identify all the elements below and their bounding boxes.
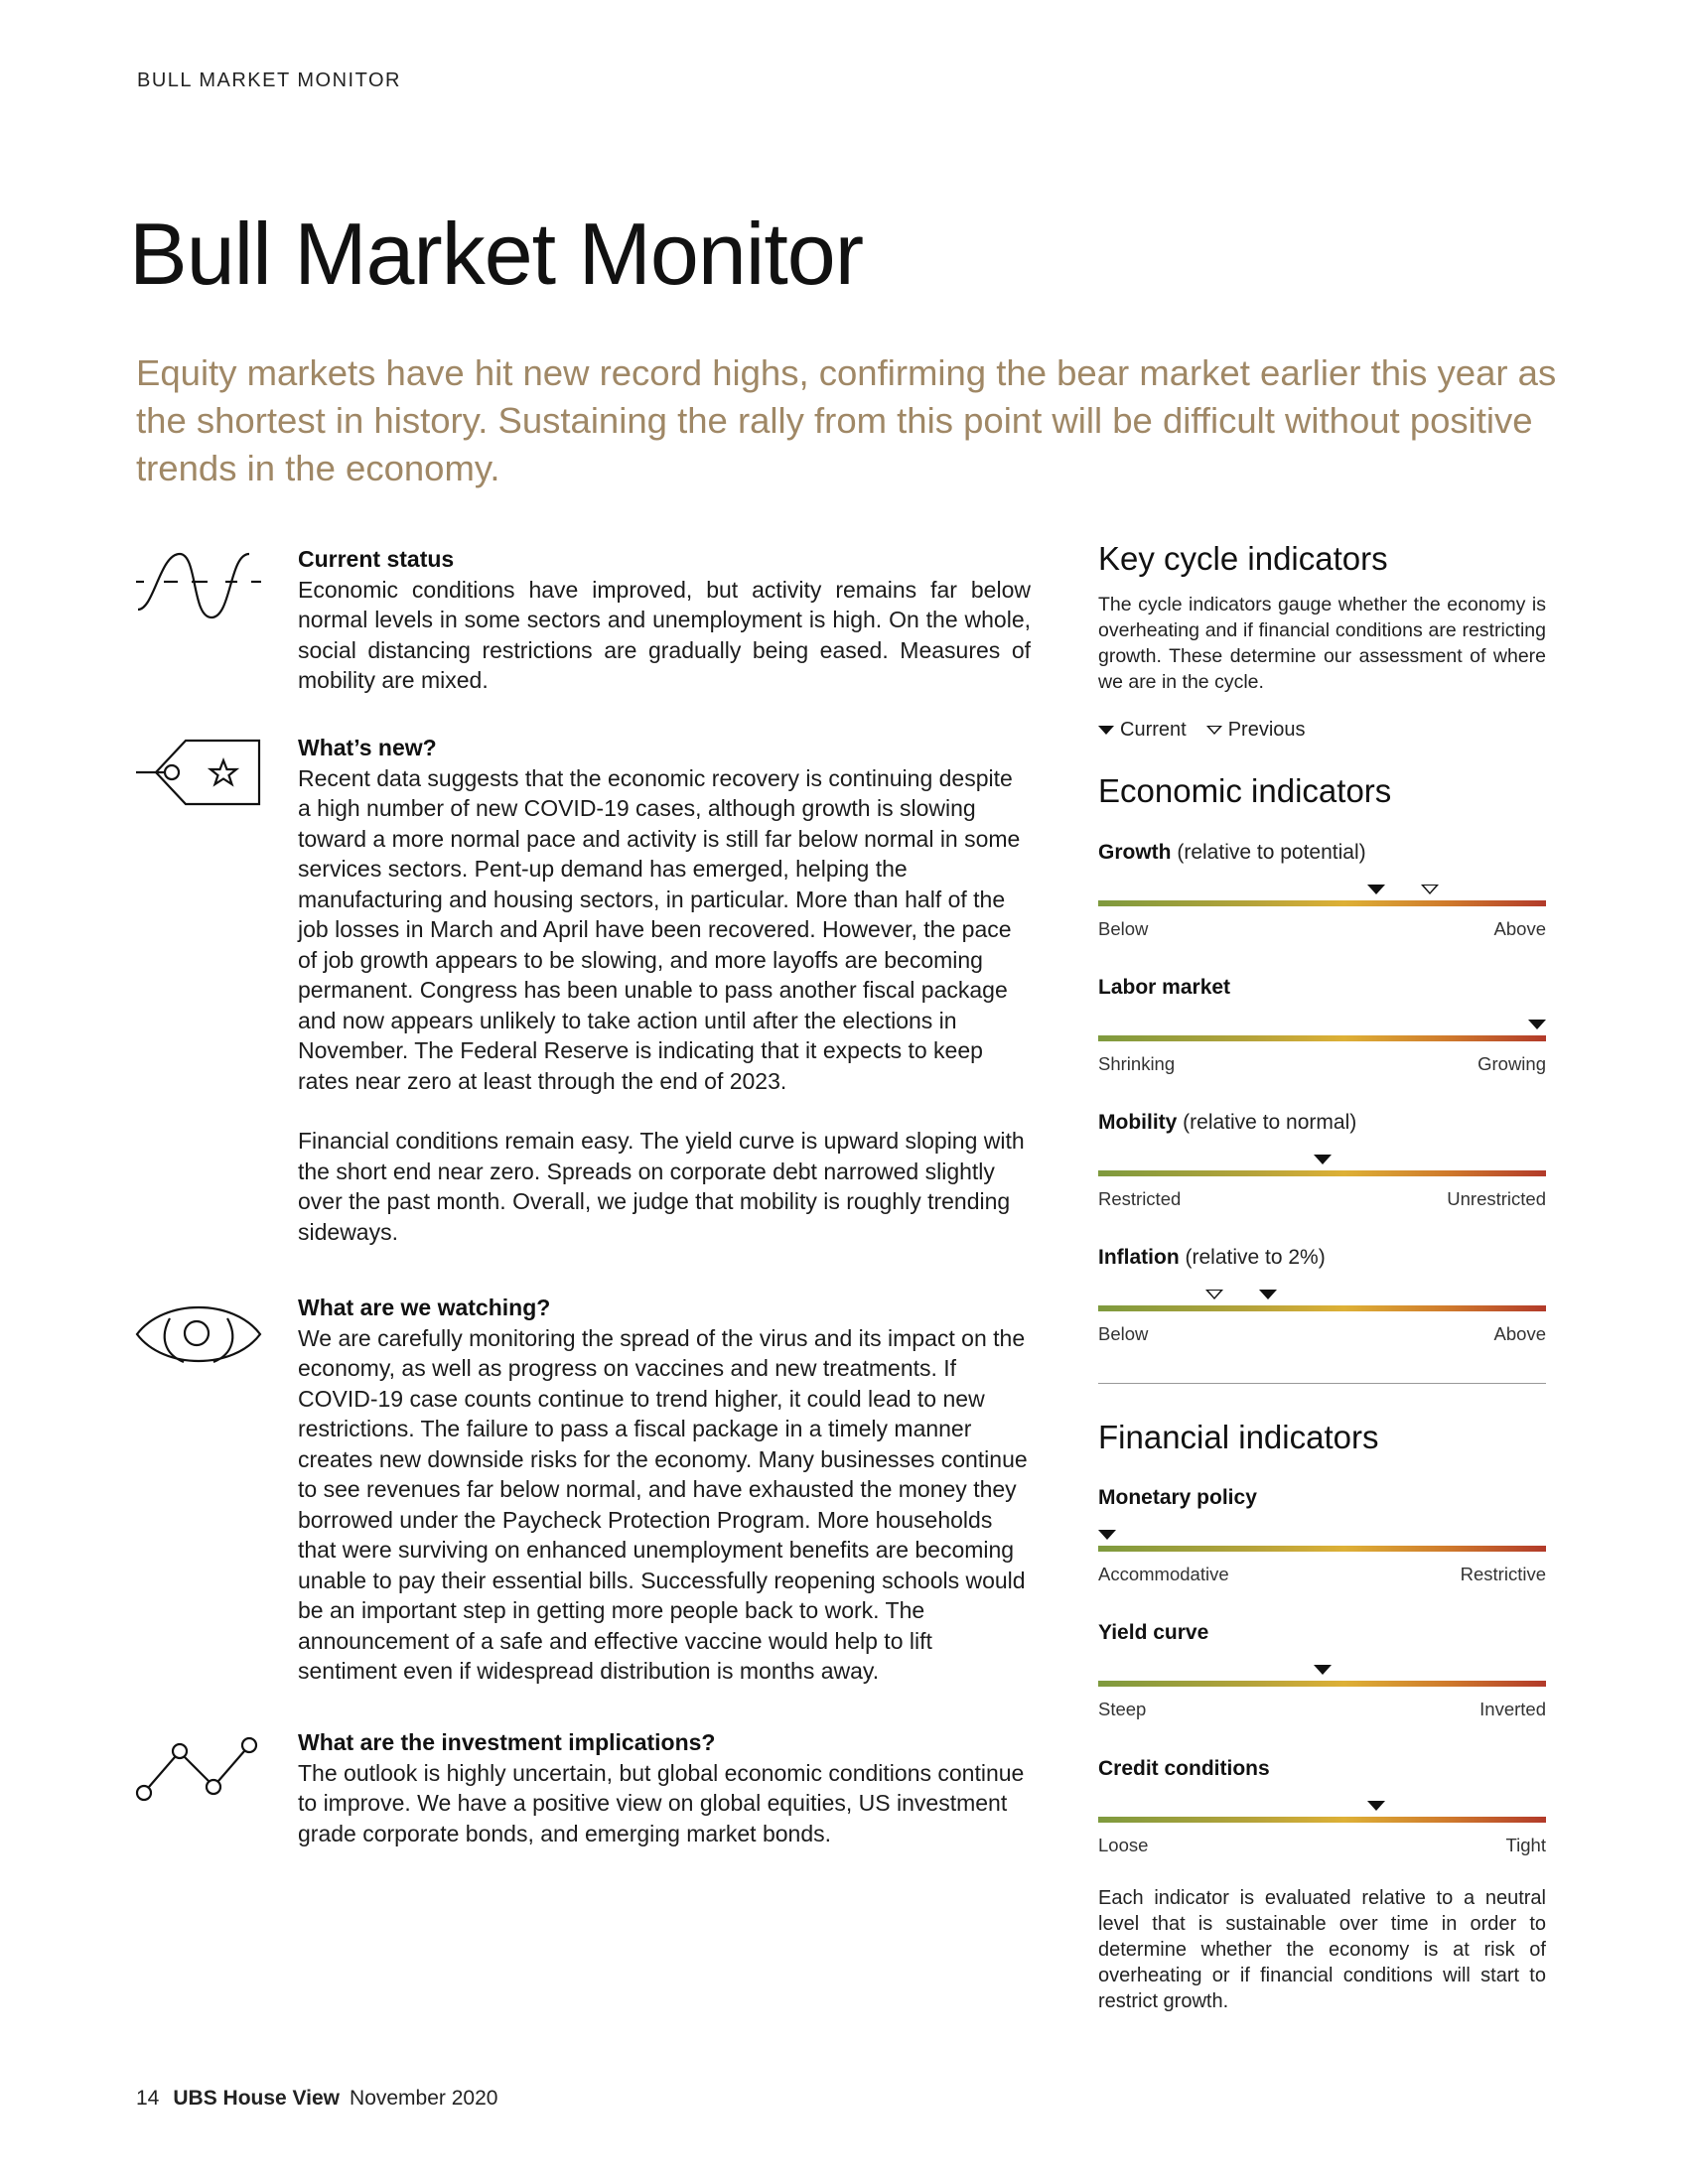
section-what-are-we-watching (298, 1293, 1031, 1687)
marker-legend (1098, 719, 1546, 742)
previous-marker-icon (1206, 726, 1222, 735)
indicator-growth (1098, 841, 1546, 940)
scale-left-label: Steep (1098, 1699, 1147, 1719)
gradient-bar (1098, 900, 1546, 906)
indicator-label (1098, 1246, 1546, 1274)
publication-date: November 2020 (350, 2087, 498, 2110)
scale-left-label: Shrinking (1098, 1053, 1176, 1074)
gradient-bar (1098, 1170, 1546, 1176)
section-whats-new (298, 733, 1031, 1247)
divider (1098, 1383, 1546, 1384)
indicator-scale (1098, 1004, 1546, 1047)
page-title: Bull Market Monitor (129, 205, 864, 303)
scale-ends (1098, 1835, 1546, 1856)
scale-left-label: Restricted (1098, 1188, 1182, 1209)
indicator-monetary-policy (1098, 1486, 1546, 1585)
indicator-name: Monetary policy (1098, 1486, 1257, 1509)
indicator-labor-market (1098, 976, 1546, 1075)
section-heading: What are we watching? (298, 1295, 551, 1320)
indicator-label (1098, 1486, 1546, 1514)
scale-left-label: Loose (1098, 1835, 1149, 1855)
scale-ends (1098, 1053, 1546, 1075)
gradient-bar (1098, 1305, 1546, 1311)
current-marker (1259, 1290, 1277, 1299)
scale-left-label: Below (1098, 1323, 1149, 1344)
line-chart-icon (134, 1731, 263, 1807)
gradient-bar (1098, 1035, 1546, 1041)
current-marker (1314, 1155, 1332, 1164)
eye-icon (134, 1297, 263, 1372)
section-current-status (298, 544, 1031, 696)
indicator-note: (relative to 2%) (1185, 1246, 1326, 1269)
sidebar-heading: Key cycle indicators (1098, 540, 1388, 577)
indicator-name: Mobility (1098, 1111, 1178, 1134)
scale-right-label: Above (1493, 1323, 1546, 1344)
scale-right-label: Inverted (1479, 1699, 1546, 1719)
sine-wave-icon (134, 548, 263, 627)
indicator-note: (relative to potential) (1177, 841, 1366, 864)
scale-left-label: Accommodative (1098, 1564, 1229, 1584)
section-investment-implications (298, 1727, 1031, 1848)
current-marker-icon (1098, 726, 1114, 735)
indicator-label (1098, 1621, 1546, 1649)
scale-right-label: Growing (1477, 1053, 1546, 1074)
economic-indicators-heading: Economic indicators (1098, 772, 1392, 809)
indicator-label (1098, 976, 1546, 1004)
previous-marker (1421, 885, 1439, 894)
gradient-bar (1098, 1817, 1546, 1823)
section-heading: What are the investment implications? (298, 1729, 716, 1755)
sidebar-intro: The cycle indicators gauge whether the economy is overheating and if financial conditions are restricting growth. These determine our assessment of where we are in the cycle. (1098, 594, 1546, 693)
current-marker (1367, 1801, 1385, 1811)
legend-current: Current (1098, 719, 1187, 742)
previous-marker (1205, 1290, 1223, 1299)
section-paragraph: The outlook is highly uncertain, but global economic conditions continue to improve. We have a positive view on global equities, US investment grade corporate bonds, and emerging market bonds. (298, 1759, 1025, 1846)
sidebar-footnote: Each indicator is evaluated relative to a neutral level that is sustainable over time in order to determine whether the economy is at risk of overheating or if financial conditions will start to restrict growth. (1098, 1887, 1546, 2012)
current-marker (1314, 1665, 1332, 1675)
scale-ends (1098, 1323, 1546, 1345)
current-marker (1098, 1530, 1116, 1540)
indicator-scale (1098, 869, 1546, 912)
indicator-inflation (1098, 1246, 1546, 1345)
current-marker (1528, 1020, 1546, 1029)
page-number: 14 (136, 2087, 160, 2110)
scale-right-label: Restrictive (1460, 1564, 1546, 1584)
scale-ends (1098, 1188, 1546, 1210)
indicator-mobility (1098, 1111, 1546, 1210)
indicator-scale (1098, 1785, 1546, 1829)
scale-right-label: Above (1493, 918, 1546, 939)
indicator-scale (1098, 1274, 1546, 1317)
scale-left-label: Below (1098, 918, 1149, 939)
section-paragraph: We are carefully monitoring the spread of the virus and its impact on the economy, as well as progress on vaccines and new treatments. If COVID-19 case counts continue to trend higher, it could lead to new restrictions. The failure to pass a fiscal package in a timely manner creates new downside risks for the economy. Many businesses continue to see revenues far below normal, and have exhausted the money they borrowed under the Paycheck Protection Program. More households that were surviving on enhanced unemployment benefits are becoming unable to pay their essential bills. Successfully reopening schools would be an important step in getting more people back to work. The announcement of a safe and effective vaccine would help to lift sentiment even if widespread distribution is months away. (298, 1324, 1028, 1684)
indicator-name: Credit conditions (1098, 1757, 1270, 1780)
indicator-name: Inflation (1098, 1246, 1180, 1269)
indicator-label (1098, 1111, 1546, 1139)
scale-ends (1098, 918, 1546, 940)
section-paragraph: Economic conditions have improved, but activity remains far below normal levels in some sectors and unemployment is high. On the whole, social distancing restrictions are gradually being eased. Measures of mobility are mixed. (298, 576, 1031, 693)
indicator-label (1098, 841, 1546, 869)
section-heading: Current status (298, 546, 455, 572)
indicator-scale (1098, 1139, 1546, 1182)
scale-ends (1098, 1564, 1546, 1585)
section-paragraph: Recent data suggests that the economic recovery is continuing despite a high number of new COVID-19 cases, although growth is slowing toward a more normal pace and activity is still far below normal in some services sectors. Pent-up demand has emerged, helping the manufacturing and housing sectors, in particular. More than half of the job losses in March and April have been recovered. However, the pace of job growth appears to be slowing, and more layoffs are becoming permanent. Congress has been unable to pass another fiscal package and now appears unlikely to take action until after the elections in November. The Federal Reserve is indicating that it expects to keep rates near zero at least through the end of 2023. (298, 764, 1021, 1094)
lead-paragraph: Equity markets have hit new record highs, confirming the bear market earlier this year as the shortest in history. Sustaining the rally from this point will be difficult without positive trends in the economy. (136, 352, 1557, 488)
gradient-bar (1098, 1681, 1546, 1687)
indicator-name: Labor market (1098, 976, 1231, 999)
financial-indicators-heading: Financial indicators (1098, 1419, 1379, 1455)
indicator-scale (1098, 1514, 1546, 1558)
publication-name: UBS House View (173, 2087, 341, 2110)
current-marker (1367, 885, 1385, 894)
indicator-yield-curve (1098, 1621, 1546, 1720)
running-head: BULL MARKET MONITOR (137, 69, 401, 91)
indicator-name: Growth (1098, 841, 1172, 864)
indicator-name: Yield curve (1098, 1621, 1209, 1644)
scale-right-label: Unrestricted (1447, 1188, 1546, 1209)
section-paragraph: Financial conditions remain easy. The yield curve is upward sloping with the short end near zero. Spreads on corporate debt narrowed slightly over the past month. Overall, we judge that mobility is roughly trending sideways. (298, 1128, 1025, 1245)
indicator-credit-conditions (1098, 1757, 1546, 1856)
indicator-note: (relative to normal) (1183, 1111, 1357, 1134)
scale-right-label: Tight (1505, 1835, 1546, 1855)
legend-previous: Previous (1206, 719, 1306, 742)
indicator-label (1098, 1757, 1546, 1785)
scale-ends (1098, 1699, 1546, 1720)
indicator-scale (1098, 1649, 1546, 1693)
page-footer (136, 2087, 497, 2111)
gradient-bar (1098, 1546, 1546, 1552)
price-tag-star-icon (134, 737, 263, 810)
section-heading: What’s new? (298, 735, 437, 760)
